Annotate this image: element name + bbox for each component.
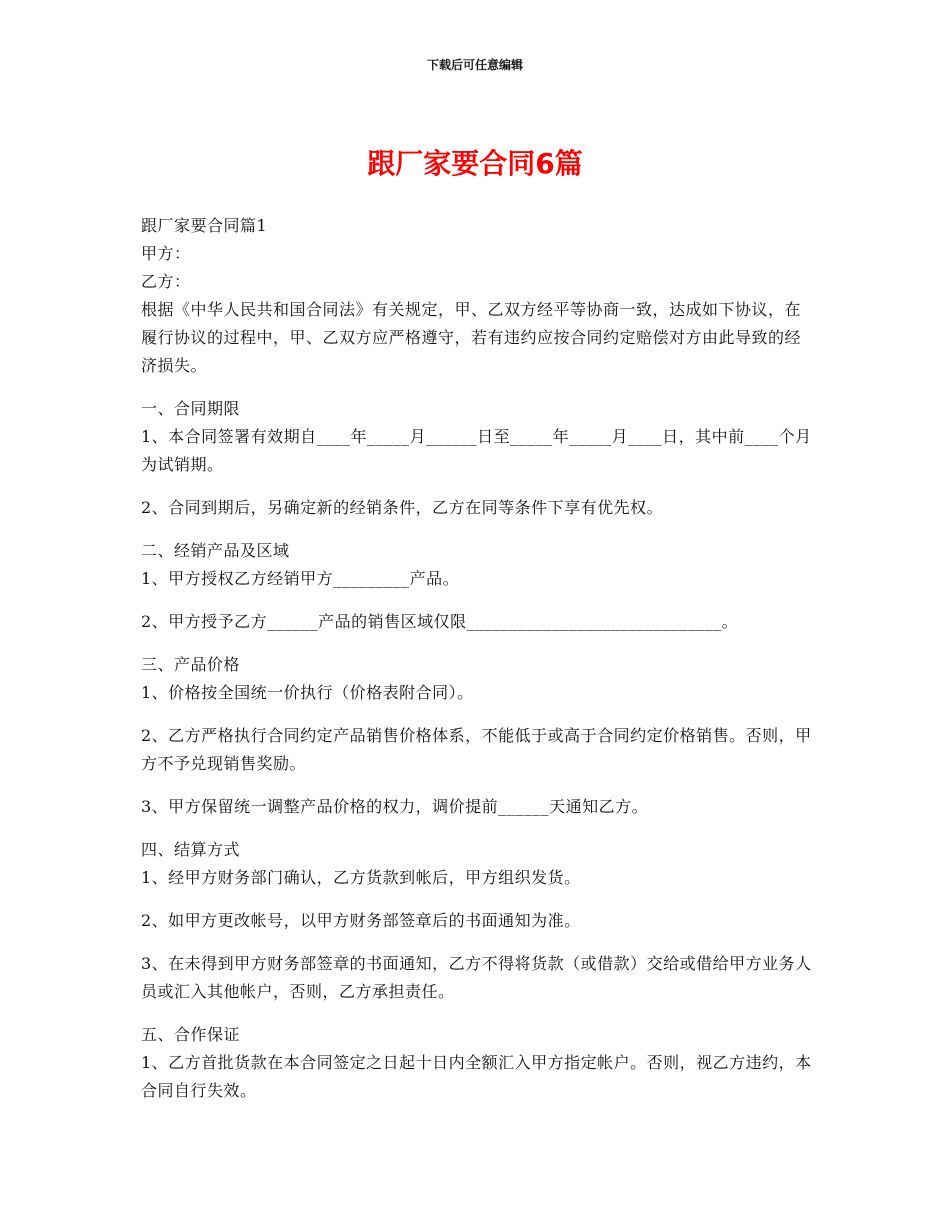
clause-paragraph: 2、如甲方更改帐号，以甲方财务部签章后的书面通知为准。: [141, 911, 581, 930]
clause-paragraph: 3、甲方保留统一调整产品价格的权力，调价提前______天通知乙方。: [141, 797, 649, 816]
contract-subtitle: 跟厂家要合同篇1: [141, 216, 268, 235]
clause-paragraph: 2、甲方授予乙方______产品的销售区域仅限______________________________。: [141, 612, 739, 631]
section-heading: 二、经销产品及区域: [141, 541, 290, 560]
clause-paragraph: 2、乙方严格执行合同约定产品销售价格体系，不能低于或高于合同约定价格销售。否则，甲方不予兑现销售奖励。: [141, 726, 812, 773]
clause-paragraph: 1、价格按全国统一价执行（价格表附合同）。: [141, 683, 474, 702]
clause-paragraph: 1、甲方授权乙方经销甲方_________产品。: [141, 569, 460, 588]
section-heading: 五、合作保证: [141, 1025, 241, 1044]
party-a-line: 甲方：: [141, 244, 191, 263]
section-heading: 三、产品价格: [141, 655, 241, 674]
section-heading: 一、合同期限: [141, 399, 241, 418]
section-heading: 四、结算方式: [141, 840, 241, 859]
clause-paragraph: 1、乙方首批货款在本合同签定之日起十日内全额汇入甲方指定帐户。否则，视乙方违约，本合同自行失效。: [141, 1053, 812, 1100]
clause-paragraph: 1、经甲方财务部门确认，乙方货款到帐后，甲方组织发货。: [141, 868, 581, 887]
document-body: [141, 212, 813, 1105]
intro-paragraph: 根据《中华人民共和国合同法》有关规定，甲、乙双方经平等协商一致，达成如下协议，在履行协议的过程中，甲、乙双方应严格遵守，若有违约应按合同约定赔偿对方由此导致的经济损失。: [141, 300, 802, 375]
clause-paragraph: 2、合同到期后，另确定新的经销条件，乙方在同等条件下享有优先权。: [141, 498, 664, 517]
document-title: 跟厂家要合同6篇: [367, 147, 583, 180]
party-b-line: 乙方：: [141, 272, 191, 291]
header-note: 下载后可任意编辑: [426, 58, 523, 72]
clause-paragraph: 3、在未得到甲方财务部签章的书面通知，乙方不得将货款（或借款）交给或借给甲方业务人员或汇入其他帐户，否则，乙方承担责任。: [141, 954, 812, 1001]
clause-paragraph: 1、本合同签署有效期自____年_____月______日至_____年_____月____日，其中前____个月为试销期。: [141, 427, 812, 474]
